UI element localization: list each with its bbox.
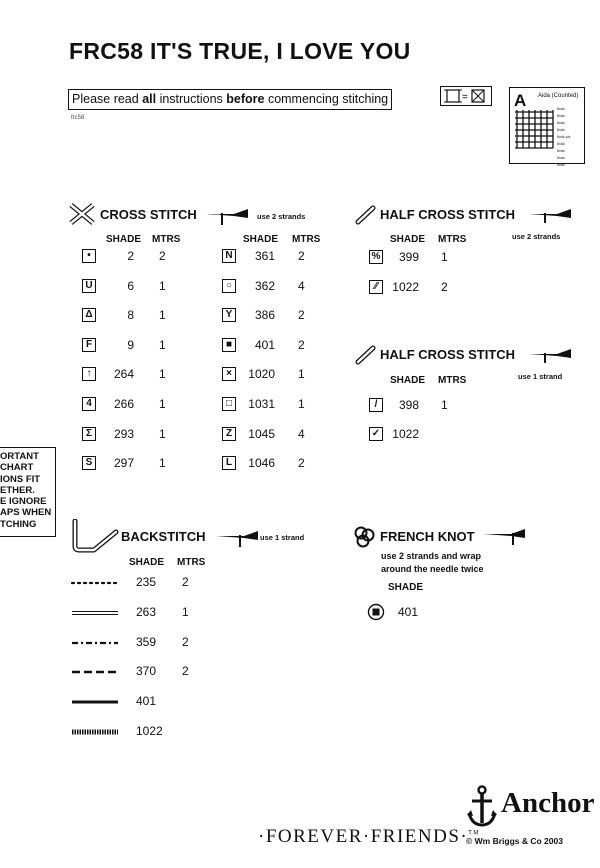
cross-stitch-icon: [68, 202, 96, 226]
half-cross-mtrs: 1: [441, 398, 448, 412]
backstitch-shade: 235: [136, 575, 157, 589]
backstitch-shade: 263: [136, 604, 157, 619]
important-line: IONS FIT: [0, 473, 41, 485]
backstitch-icon: [70, 519, 120, 553]
needle-1-strand-icon: [527, 345, 573, 367]
cross-stitch-shade: 1031: [248, 397, 275, 411]
needle-1-strand-icon: [214, 527, 260, 549]
half-2-col-mtrs: MTRS: [438, 234, 467, 245]
cross-stitch-symbol: L: [222, 456, 236, 470]
cross-stitch-mtrs: 1: [159, 308, 166, 323]
aida-count-label: 8xAs: [557, 114, 565, 118]
cross-col-shade-right: SHADE: [243, 234, 279, 245]
aida-grid-icon: [515, 110, 555, 150]
cross-stitch-mtrs: 2: [298, 337, 305, 352]
half-cross-symbol: ⁄⁄: [369, 280, 383, 294]
half-cross-mtrs: 1: [441, 250, 448, 264]
backstitch-line-sample: [70, 637, 120, 649]
cross-stitch-symbol: Σ: [82, 427, 96, 441]
half-cross-2-title: HALF CROSS STITCH: [380, 207, 516, 222]
cross-stitch-mtrs: 2: [298, 456, 305, 471]
fabric-legend-icon: [441, 87, 491, 105]
half-cross-shade: 1022: [392, 280, 419, 294]
cross-stitch-title: CROSS STITCH: [100, 207, 197, 222]
half-cross-symbol: /: [369, 398, 383, 412]
aida-count-label: 8xAs: [557, 156, 565, 160]
cross-stitch-mtrs: 4: [298, 426, 305, 441]
important-line: CHART: [0, 462, 34, 474]
half-2-col-shade: SHADE: [390, 234, 426, 245]
copyright: © Wm Briggs & Co 2003: [466, 836, 563, 846]
needle-2-strands-icon: [481, 525, 527, 547]
half-1-col-mtrs: MTRS: [438, 375, 467, 386]
backstitch-title: BACKSTITCH: [121, 529, 206, 544]
aida-count-label: 8xAs p/s: [557, 135, 571, 139]
notice-pre: Please read: [72, 92, 143, 106]
cross-stitch-mtrs: 1: [159, 397, 166, 411]
aida-count-label: 8xAs: [557, 107, 565, 111]
cross-stitch-symbol: ○: [222, 279, 236, 293]
notice-mid: instructions: [156, 92, 227, 106]
cross-stitch-shade: 9: [127, 337, 134, 352]
cross-stitch-symbol: •: [82, 249, 96, 263]
needle-2-strands-icon: [527, 205, 573, 227]
notice-all: all: [142, 92, 157, 106]
cross-stitch-mtrs: 1: [159, 426, 166, 441]
cross-stitch-shade: 293: [113, 426, 134, 441]
cross-stitch-shade: 297: [113, 456, 134, 471]
cross-stitch-shade: 1046: [248, 456, 275, 471]
half-cross-2-strands: use 2 strands: [512, 232, 561, 241]
cross-stitch-symbol: Δ: [82, 308, 96, 322]
aida-count-label: 8xAs: [557, 121, 565, 125]
instructions-notice: [68, 89, 392, 110]
backstitch-mtrs: 2: [182, 634, 189, 649]
backstitch-mtrs: 2: [182, 575, 189, 589]
half-cross-symbol: ✓: [369, 427, 383, 441]
page-title: FRC58 IT'S TRUE, I LOVE YOU: [69, 38, 411, 64]
cross-col-mtrs-left: MTRS: [152, 234, 181, 245]
french-knot-icon: [353, 526, 375, 548]
backstitch-line-sample: [70, 607, 120, 619]
important-line: E IGNORE: [0, 496, 47, 508]
aida-title: Aida (Counted): [538, 93, 579, 99]
half-1-col-shade: SHADE: [390, 375, 426, 386]
important-line: ETHER.: [0, 484, 35, 496]
cross-stitch-symbol: ↑: [82, 367, 96, 381]
half-cross-shade: 399: [398, 250, 419, 264]
cross-stitch-shade: 361: [254, 249, 275, 263]
cross-stitch-shade: 386: [254, 308, 275, 323]
forever-friends-logo: [258, 826, 480, 848]
needle-2-strands-icon: [204, 205, 252, 227]
forever-friends-text: ·FOREVER·FRIENDS·: [258, 826, 469, 847]
backstitch-shade: 401: [136, 694, 157, 709]
anchor-brand: Anchor: [501, 787, 595, 819]
aida-fabric-box: [509, 87, 585, 167]
cross-stitch-mtrs: 4: [298, 278, 305, 293]
half-cross-1-strands: use 1 strand: [518, 372, 563, 381]
cross-stitch-mtrs: 1: [159, 367, 166, 382]
half-cross-mtrs: 2: [441, 280, 448, 294]
cross-stitch-shade: 1045: [248, 426, 275, 441]
cross-col-mtrs-right: MTRS: [292, 234, 321, 245]
cross-stitch-symbol: 4: [82, 397, 96, 411]
cross-stitch-mtrs: 1: [298, 367, 305, 382]
cross-stitch-shade: 1020: [248, 367, 275, 382]
half-cross-shade: 1022: [392, 427, 419, 441]
aida-letter: A: [514, 91, 527, 110]
important-line: TCHING: [0, 518, 37, 530]
cross-stitch-symbol: Y: [222, 308, 236, 322]
cross-stitch-mtrs: 1: [159, 456, 166, 471]
cross-stitch-shade: 401: [254, 337, 275, 352]
half-cross-1-title: HALF CROSS STITCH: [380, 347, 516, 362]
backstitch-shade: 370: [136, 664, 157, 679]
design-code: frc58: [71, 115, 85, 121]
cross-stitch-symbol: ×: [222, 367, 236, 381]
french-knot-symbol: [367, 603, 385, 621]
cross-stitch-symbol: ■: [222, 338, 236, 352]
half-cross-shade: 398: [398, 398, 419, 412]
cross-col-shade-left: SHADE: [106, 234, 142, 245]
important-line: APS WHEN: [0, 507, 52, 519]
french-knot-shade: 401: [398, 605, 419, 619]
anchor-icon: [466, 785, 498, 829]
half-cross-symbol: %: [369, 250, 383, 264]
important-note: [0, 447, 56, 537]
cross-stitch-symbol: S: [82, 456, 96, 470]
cross-stitch-shade: 266: [113, 397, 134, 411]
cross-stitch-symbol: U: [82, 279, 96, 293]
backstitch-line-sample: [70, 577, 120, 589]
backstitch-shade: 1022: [136, 724, 163, 738]
cross-stitch-shade: 362: [254, 278, 275, 293]
cross-stitch-shade: 2: [127, 249, 134, 263]
backstitch-mtrs: 1: [182, 604, 189, 619]
aida-count-label: 8xAs: [557, 128, 565, 132]
backstitch-line-sample: [70, 696, 120, 708]
fabric-legend-eq: =: [462, 92, 468, 103]
backstitch-mtrs: 2: [182, 664, 189, 679]
backstitch-shade: 359: [136, 634, 157, 649]
french-knot-instr-1: use 2 strands and wrap: [381, 551, 482, 561]
half-cross-icon: [355, 205, 377, 225]
notice-post: commencing stitching: [264, 92, 389, 106]
aida-counts: [557, 106, 570, 169]
cross-stitch-mtrs: 1: [159, 337, 166, 352]
cross-stitch-symbol: N: [222, 249, 236, 263]
aida-count-label: 8xAs: [557, 142, 565, 146]
notice-before: before: [226, 92, 265, 106]
backstitch-line-sample: [70, 726, 120, 738]
cross-stitch-mtrs: 2: [298, 308, 305, 323]
french-col-shade: SHADE: [388, 582, 424, 593]
important-line: ORTANT: [0, 451, 39, 462]
aida-count-label: 8xAs: [557, 149, 565, 153]
cross-stitch-symbol: Z: [222, 427, 236, 441]
backstitch-line-sample: [70, 666, 120, 678]
cross-stitch-shade: 6: [127, 278, 134, 293]
aida-count-label: 8xAs: [557, 163, 565, 167]
french-knot-instr-2: around the needle twice: [381, 564, 484, 574]
cross-stitch-mtrs: 1: [159, 278, 166, 293]
fabric-legend: [440, 86, 492, 106]
cross-stitch-shade: 8: [127, 308, 134, 323]
cross-stitch-shade: 264: [113, 367, 134, 382]
cross-stitch-symbol: F: [82, 338, 96, 352]
backstitch-strands: use 1 strand: [260, 533, 305, 542]
cross-stitch-symbol: □: [222, 397, 236, 411]
cross-stitch-mtrs: 2: [159, 249, 166, 263]
trademark: TM: [468, 830, 480, 837]
cross-stitch-mtrs: 2: [298, 249, 305, 263]
french-knot-title: FRENCH KNOT: [380, 529, 475, 544]
back-col-mtrs: MTRS: [177, 557, 206, 568]
cross-stitch-mtrs: 1: [298, 397, 305, 411]
half-cross-icon: [355, 345, 377, 365]
back-col-shade: SHADE: [129, 557, 165, 568]
cross-stitch-strands: use 2 strands: [257, 212, 306, 221]
